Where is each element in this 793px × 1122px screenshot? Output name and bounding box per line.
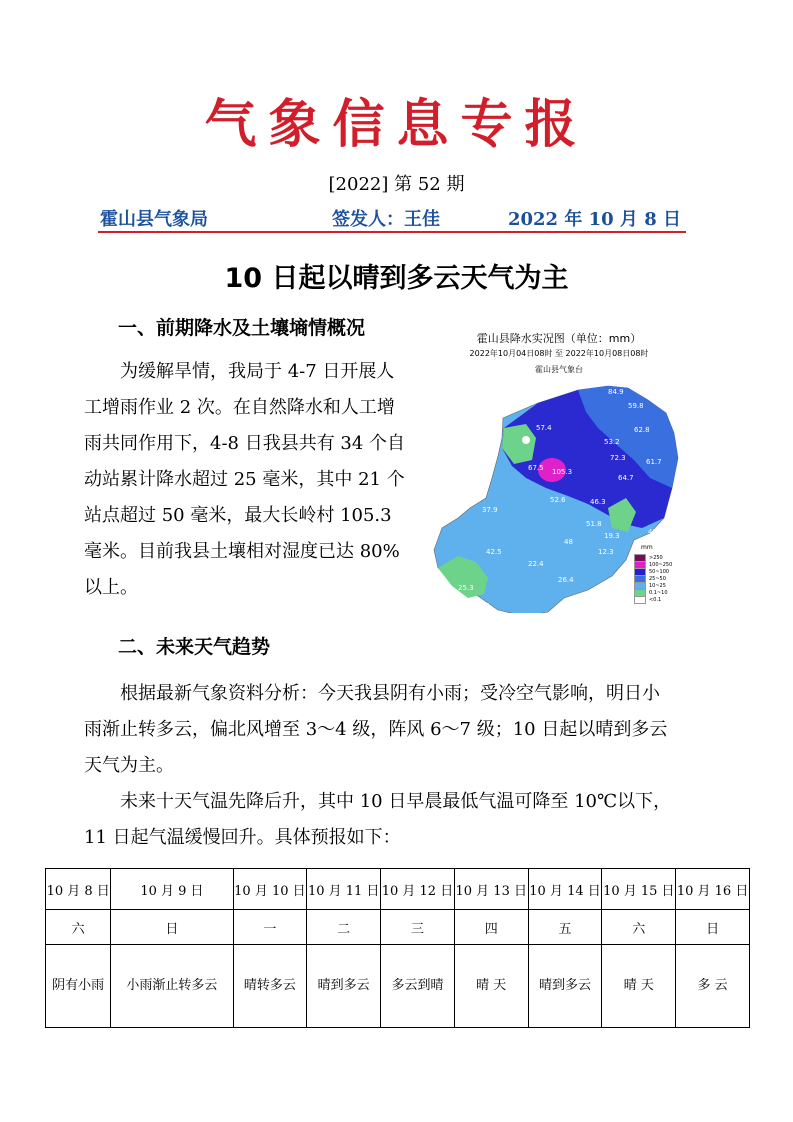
forecast-weekday: 一 bbox=[233, 910, 307, 945]
forecast-weather: 晴到多云 bbox=[307, 945, 381, 1028]
station-value: 46.3 bbox=[590, 498, 606, 506]
issuing-org: 霍山县气象局 bbox=[100, 209, 208, 230]
forecast-weather: 晴 天 bbox=[454, 945, 528, 1028]
forecast-weather-row bbox=[46, 945, 750, 1028]
section-1-line: 为缓解旱情，我局于 4-7 日开展人 bbox=[120, 361, 395, 382]
forecast-date: 10 月 9 日 bbox=[111, 869, 233, 910]
issue-number: [2022] 第 52 期 bbox=[328, 174, 465, 195]
station-value: 61.7 bbox=[646, 458, 662, 466]
station-value: 25.3 bbox=[458, 584, 474, 592]
forecast-weekday: 五 bbox=[528, 910, 602, 945]
forecast-weekday: 日 bbox=[676, 910, 750, 945]
section-2-line: 天气为主。 bbox=[84, 755, 174, 776]
forecast-weekday: 四 bbox=[454, 910, 528, 945]
forecast-date: 10 月 15 日 bbox=[602, 869, 676, 910]
station-value: 105.3 bbox=[552, 468, 573, 476]
forecast-weekday: 日 bbox=[111, 910, 233, 945]
forecast-weather: 晴转多云 bbox=[233, 945, 307, 1028]
section-2-line: 未来十天气温先降后升，其中 10 日早晨最低气温可降至 10℃以下， bbox=[120, 791, 672, 812]
station-value: 37.9 bbox=[482, 506, 498, 514]
forecast-dates-row bbox=[46, 869, 750, 910]
forecast-weekday: 六 bbox=[602, 910, 676, 945]
forecast-weekday: 三 bbox=[381, 910, 455, 945]
section-2-line: 根据最新气象资料分析：今天我县阴有小雨；受冷空气影响，明日小 bbox=[120, 683, 660, 704]
section-1-line: 雨共同作用下，4-8 日我县共有 34 个自 bbox=[84, 433, 406, 454]
map-legend bbox=[634, 554, 688, 603]
station-value: 12.3 bbox=[598, 548, 614, 556]
station-value: 53.2 bbox=[604, 438, 620, 446]
station-value: 48 bbox=[564, 538, 573, 546]
station-value: 64.7 bbox=[618, 474, 634, 482]
section-1-body bbox=[84, 354, 424, 606]
legend-unit: mm bbox=[641, 544, 653, 551]
station-value: 52.6 bbox=[550, 496, 566, 504]
station-value: 84.9 bbox=[608, 388, 624, 396]
station-value: 42.5 bbox=[486, 548, 502, 556]
station-value: 41.1 bbox=[648, 528, 664, 536]
forecast-date: 10 月 8 日 bbox=[46, 869, 111, 910]
section-1-line: 站点超过 50 毫米，最大长岭村 105.3 bbox=[84, 505, 392, 526]
precipitation-map bbox=[428, 328, 690, 613]
station-value: 67.5 bbox=[528, 464, 544, 472]
section-2-title: 二、未来天气趋势 bbox=[118, 636, 271, 658]
forecast-date: 10 月 11 日 bbox=[307, 869, 381, 910]
station-value: 19.3 bbox=[604, 532, 620, 540]
legend-label: >250 bbox=[649, 554, 663, 561]
legend-label: 10~25 bbox=[649, 582, 666, 589]
forecast-date: 10 月 14 日 bbox=[528, 869, 602, 910]
forecast-table bbox=[45, 868, 750, 1028]
section-1-line: 动站累计降水超过 25 毫米，其中 21 个 bbox=[84, 469, 405, 490]
info-bar bbox=[100, 205, 685, 231]
section-2-para-1 bbox=[84, 676, 764, 784]
forecast-date: 10 月 13 日 bbox=[454, 869, 528, 910]
legend-item bbox=[634, 596, 688, 603]
signer: 签发人：王佳 bbox=[332, 209, 440, 230]
station-value: 51.8 bbox=[586, 520, 602, 528]
section-2-line: 雨渐止转多云，偏北风增至 3～4 级，阵风 6～7 级；10 日起以晴到多云 bbox=[84, 719, 668, 740]
legend-swatch bbox=[634, 596, 646, 604]
forecast-weekday: 二 bbox=[307, 910, 381, 945]
station-value: 62.8 bbox=[634, 426, 650, 434]
station-value: 57.4 bbox=[536, 424, 552, 432]
section-1-line: 工增雨作业 2 次。在自然降水和人工增 bbox=[84, 397, 395, 418]
forecast-date: 10 月 12 日 bbox=[381, 869, 455, 910]
map-source: 霍山县气象台 bbox=[535, 365, 583, 374]
station-value: 72.3 bbox=[610, 454, 626, 462]
forecast-weather: 多云到晴 bbox=[381, 945, 455, 1028]
header-divider bbox=[98, 231, 686, 233]
section-2-line: 11 日起气温缓慢回升。具体预报如下： bbox=[84, 827, 401, 848]
legend-label: 25~50 bbox=[649, 575, 666, 582]
section-1-title: 一、前期降水及土壤墒情概况 bbox=[118, 317, 366, 339]
masthead-title: 气象信息专报 bbox=[204, 94, 589, 155]
headline: 10 日起以晴到多云天气为主 bbox=[224, 263, 569, 294]
forecast-weekdays-row bbox=[46, 910, 750, 945]
issue-date: 2022 年 10 月 8 日 bbox=[507, 209, 681, 230]
station-value: 19.5 bbox=[474, 602, 490, 610]
legend-label: 0.1~10 bbox=[649, 589, 668, 596]
map-title: 霍山县降水实况图（单位：mm） bbox=[476, 332, 642, 345]
forecast-weather: 阴有小雨 bbox=[46, 945, 111, 1028]
forecast-weekday: 六 bbox=[46, 910, 111, 945]
section-1-line: 以上。 bbox=[84, 577, 138, 598]
section-1-line: 毫米。目前我县土壤相对湿度已达 80% bbox=[84, 541, 400, 562]
forecast-weather: 晴 天 bbox=[602, 945, 676, 1028]
legend-label: 100~250 bbox=[649, 561, 673, 568]
forecast-date: 10 月 10 日 bbox=[233, 869, 307, 910]
station-value: 22.4 bbox=[528, 560, 544, 568]
forecast-date: 10 月 16 日 bbox=[676, 869, 750, 910]
forecast-weather: 小雨渐止转多云 bbox=[111, 945, 233, 1028]
forecast-weather: 多 云 bbox=[676, 945, 750, 1028]
map-subtitle: 2022年10月04日08时 至 2022年10月08日08时 bbox=[469, 349, 649, 358]
station-value: 59.8 bbox=[628, 402, 644, 410]
section-2-para-2 bbox=[84, 784, 764, 856]
legend-label: <0.1 bbox=[649, 596, 662, 603]
forecast-weather: 晴到多云 bbox=[528, 945, 602, 1028]
legend-label: 50~100 bbox=[649, 568, 670, 575]
station-value: 26.4 bbox=[558, 576, 574, 584]
no-rain-spot bbox=[522, 436, 530, 444]
